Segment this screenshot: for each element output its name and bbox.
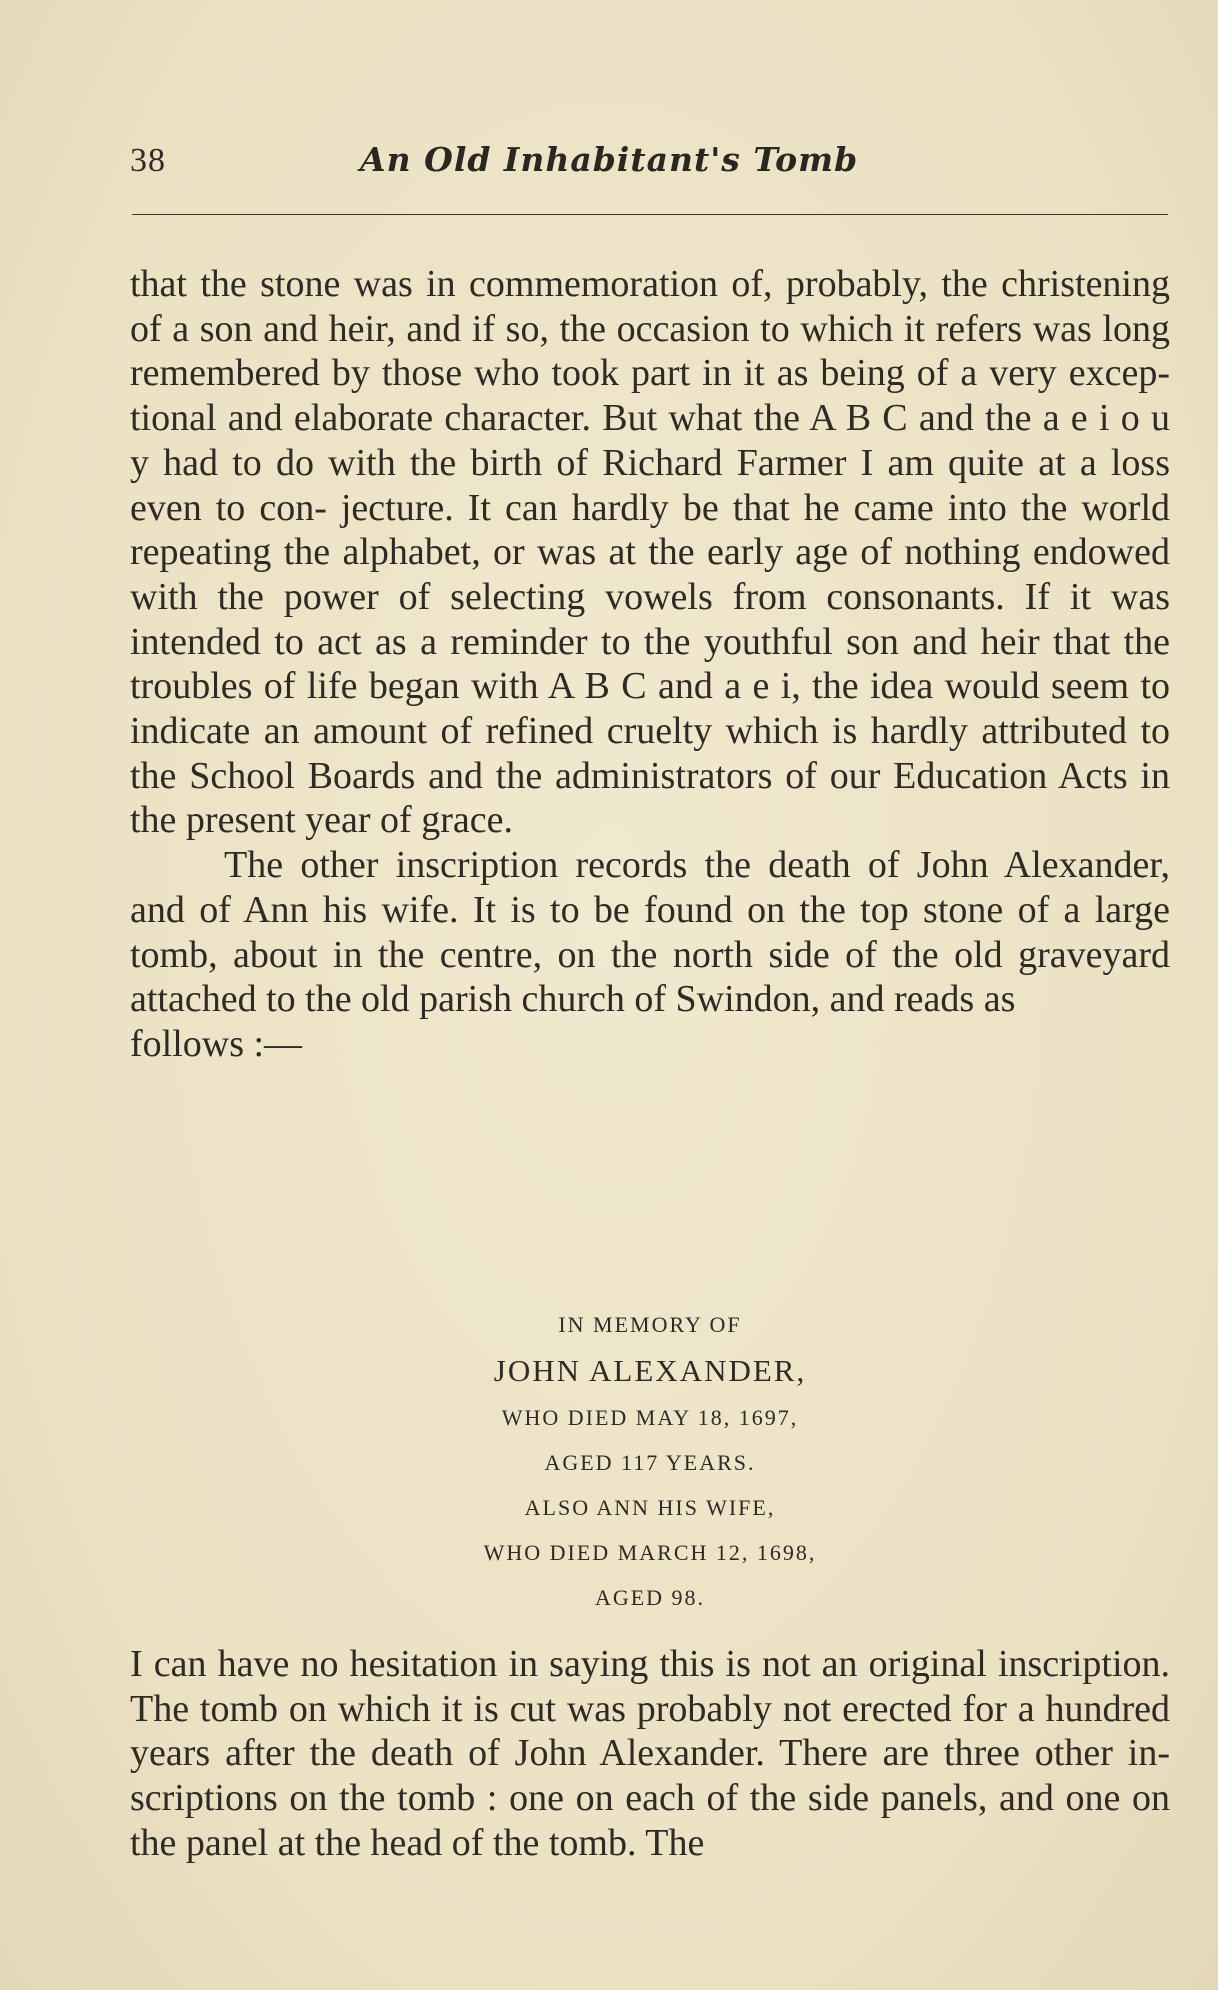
header-rule bbox=[132, 214, 1168, 215]
body-text bbox=[130, 262, 1170, 1067]
paragraph-1: that the stone was in commemoration of, probably, the christening of a son and heir, and if so, the occasion to which it refers was long remembered by those who took part in it as being of a very excep- tional and elaborate character. But what the A B C and the a e i o u y had to do with the birth of Richard Farmer I am quite at a loss even to con- jecture. It can hardly be that he came into the world repeating the alphabet, or was at the early age of nothing endowed with the power of selecting vowels from consonants. If it was intended to act as a reminder to the youthful son and heir that the troubles of life began with A B C and a e i, the idea would seem to indicate an amount of refined cruelty which is hardly attributed to the School Boards and the administrators of our Education Acts in the present year of grace. bbox=[130, 263, 1170, 842]
paragraph-2: The other inscription records the death of John Alexander, and of Ann his wife. It is to be found on the top stone of a large tomb, about in the centre, on the north side of the old graveyard attached to the old parish church of Swindon, and reads as bbox=[130, 844, 1170, 1021]
paragraph-2-end: follows :— bbox=[130, 1022, 303, 1065]
page-header bbox=[130, 142, 1170, 192]
inscription-line-7: AGED 98. bbox=[594, 1585, 706, 1610]
inscription-line-4: AGED 117 YEARS. bbox=[544, 1450, 756, 1475]
page-number: 38 bbox=[130, 142, 166, 179]
inscription-line-3: WHO DIED MAY 18, 1697, bbox=[501, 1405, 799, 1430]
paragraph-3: I can have no hesitation in saying this is not an original inscription. The tomb on which it is cut was probably not erected for a hundred years after the death of John Alexander. There are three other in- scriptions on the tomb : one on each of the side panels, and one on the panel at the head of the tomb. The bbox=[130, 1643, 1170, 1864]
inscription-line-5: ALSO ANN HIS WIFE, bbox=[524, 1495, 776, 1520]
body-text-after bbox=[130, 1642, 1170, 1866]
inscription-line-2: JOHN ALEXANDER, bbox=[493, 1353, 807, 1388]
running-head: An Old Inhabitant's Tomb bbox=[360, 140, 859, 179]
inscription-line-6: WHO DIED MARCH 12, 1698, bbox=[483, 1540, 817, 1565]
inscription-line-1: IN MEMORY OF bbox=[558, 1312, 742, 1337]
tomb-inscription bbox=[130, 1302, 1170, 1620]
